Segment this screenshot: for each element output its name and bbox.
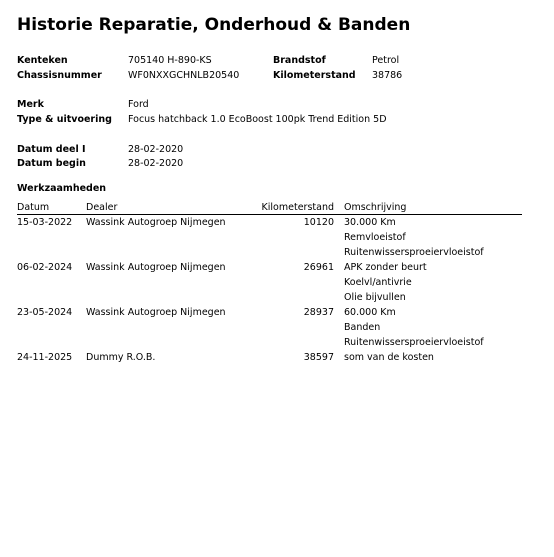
row-omschrijving: APK zonder beurt bbox=[344, 262, 427, 273]
row-dealer: Wassink Autogroep Nijmegen bbox=[86, 262, 226, 273]
datum-deel-label: Datum deel I bbox=[17, 144, 86, 155]
row-omschrijving: Remvloeistof bbox=[344, 232, 406, 243]
datum-deel-value: 28-02-2020 bbox=[128, 144, 184, 155]
page-title: Historie Reparatie, Onderhoud & Banden bbox=[17, 15, 411, 35]
brandstof-label: Brandstof bbox=[273, 55, 326, 66]
row-omschrijving: Olie bijvullen bbox=[344, 292, 406, 303]
row-omschrijving: som van de kosten bbox=[344, 352, 434, 363]
column-header-omschrijving: Omschrijving bbox=[344, 202, 407, 213]
row-datum: 24-11-2025 bbox=[17, 352, 73, 363]
row-omschrijving: 60.000 Km bbox=[344, 307, 396, 318]
row-datum: 06-02-2024 bbox=[17, 262, 73, 273]
row-omschrijving: Banden bbox=[344, 322, 381, 333]
row-omschrijving: Koelvl/antivrie bbox=[344, 277, 412, 288]
brandstof-value: Petrol bbox=[372, 55, 400, 66]
row-omschrijving: Ruitenwissersproeiervloeistof bbox=[344, 337, 484, 348]
column-header-kilometerstand: Kilometerstand bbox=[261, 202, 334, 213]
merk-label: Merk bbox=[17, 99, 44, 110]
kenteken-value: 705140 H-890-KS bbox=[128, 55, 212, 66]
row-dealer: Wassink Autogroep Nijmegen bbox=[86, 307, 226, 318]
merk-value: Ford bbox=[128, 99, 149, 110]
row-kilometerstand: 28937 bbox=[303, 307, 334, 318]
kilometerstand-value: 38786 bbox=[372, 70, 403, 81]
type-value: Focus hatchback 1.0 EcoBoost 100pk Trend Edition 5D bbox=[128, 114, 387, 125]
kilometerstand-label: Kilometerstand bbox=[273, 70, 356, 81]
row-datum: 23-05-2024 bbox=[17, 307, 73, 318]
chassis-value: WF0NXXGCHNLB20540 bbox=[128, 70, 240, 81]
row-omschrijving: 30.000 Km bbox=[344, 217, 396, 228]
type-label: Type & uitvoering bbox=[17, 114, 112, 125]
row-dealer: Dummy R.O.B. bbox=[86, 352, 156, 363]
datum-begin-label: Datum begin bbox=[17, 158, 86, 169]
row-kilometerstand: 10120 bbox=[303, 217, 334, 228]
row-kilometerstand: 26961 bbox=[303, 262, 334, 273]
column-header-dealer: Dealer bbox=[86, 202, 118, 213]
row-datum: 15-03-2022 bbox=[17, 217, 73, 228]
row-omschrijving: Ruitenwissersproeiervloeistof bbox=[344, 247, 484, 258]
row-dealer: Wassink Autogroep Nijmegen bbox=[86, 217, 226, 228]
kenteken-label: Kenteken bbox=[17, 55, 68, 66]
werkzaamheden-heading: Werkzaamheden bbox=[17, 183, 107, 194]
row-kilometerstand: 38597 bbox=[303, 352, 334, 363]
table-header-divider bbox=[17, 214, 522, 215]
column-header-datum: Datum bbox=[17, 202, 50, 213]
chassis-label: Chassisnummer bbox=[17, 70, 102, 81]
datum-begin-value: 28-02-2020 bbox=[128, 158, 184, 169]
